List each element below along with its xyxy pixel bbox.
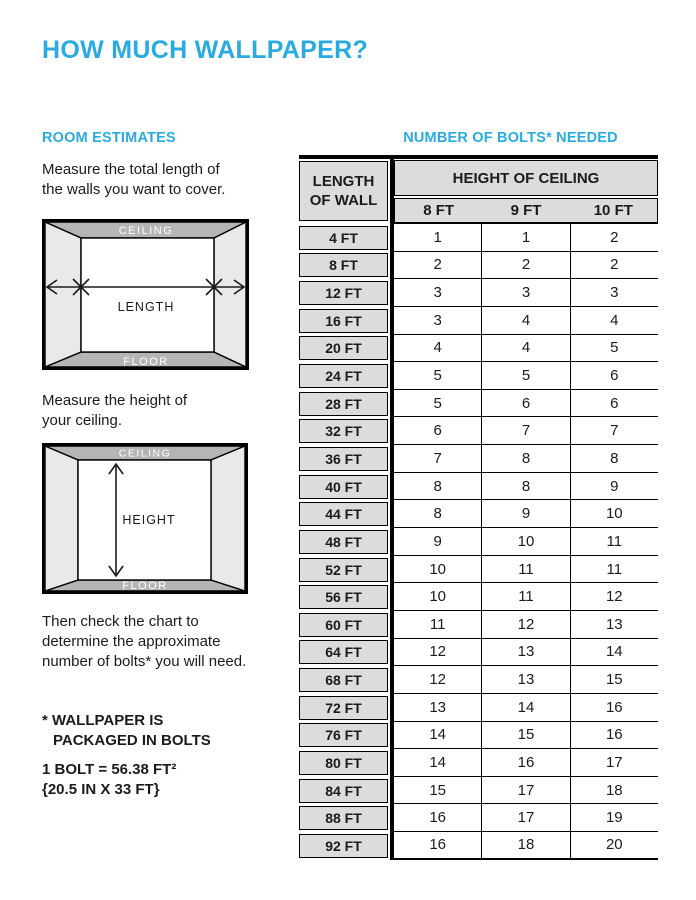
- bolt-count-cell: 15: [605, 671, 623, 689]
- step3-line2: determine the approximate: [42, 633, 221, 650]
- wall-length-row-slot: [299, 804, 388, 832]
- step2-line2: your ceiling.: [42, 412, 123, 429]
- table-row: [394, 556, 658, 584]
- table-row: [394, 611, 658, 639]
- wall-length-row-slot: [299, 335, 388, 363]
- wall-length-cell: 76 FT: [299, 723, 388, 747]
- bolt-count-cell: 11: [482, 583, 570, 610]
- room-length-diagram: [42, 219, 249, 370]
- wall-length-cell: 88 FT: [299, 806, 388, 830]
- bolt-count-cell: 5: [482, 362, 570, 389]
- bolt-count-cell: 6: [610, 394, 619, 412]
- wall-length-row-slot: [299, 390, 388, 418]
- bolt-count-cell: 17: [605, 753, 623, 771]
- bolt-count-cell: 8: [482, 473, 570, 500]
- table-row: [394, 390, 658, 418]
- bolts-table-body: [299, 159, 658, 860]
- wallpaper-bolts-footnote: [42, 711, 211, 751]
- wall-length-cell: 24 FT: [299, 364, 388, 388]
- bolt-count-cell: 4: [482, 307, 570, 334]
- table-row: [394, 804, 658, 832]
- bolt-count-cell: 3: [610, 284, 619, 302]
- bolt-count-cell: 16: [605, 698, 623, 716]
- bolt-count-cell: 4: [610, 311, 619, 329]
- wall-length-column: [299, 159, 388, 860]
- bolt-size-line1: 1 BOLT = 56.38 FT²: [42, 761, 177, 778]
- step1-line2: the walls you want to cover.: [42, 181, 226, 198]
- wall-length-header-line2: OF WALL: [309, 192, 378, 209]
- bolt-count-cell: 16: [394, 832, 482, 858]
- wall-length-row-slot: [299, 611, 388, 639]
- table-row: [394, 500, 658, 528]
- table-row: [394, 252, 658, 280]
- ceiling-label: CEILING: [118, 447, 172, 460]
- bolt-count-cell: 13: [605, 615, 623, 633]
- step2-line1: Measure the height of: [42, 392, 188, 409]
- wall-length-row-slot: [299, 777, 388, 805]
- bolt-count-cell: 4: [394, 335, 482, 362]
- wall-length-row-slot: [299, 224, 388, 252]
- bolt-count-cell: 7: [482, 417, 570, 444]
- wall-length-cell: 48 FT: [299, 530, 388, 554]
- wall-length-header-slot: [299, 159, 388, 224]
- table-row: [394, 639, 658, 667]
- bolt-count-cell: 14: [605, 643, 623, 661]
- bolts-needed-heading: NUMBER OF BOLTS* NEEDED: [403, 130, 618, 146]
- wall-length-row-slot: [299, 362, 388, 390]
- bolt-count-cell: 13: [482, 666, 570, 693]
- wall-length-header-line1: LENGTH: [312, 173, 375, 190]
- bolt-count-cell: 10: [605, 505, 623, 523]
- height-label: HEIGHT: [122, 513, 176, 527]
- bolt-count-cell: 11: [482, 556, 570, 583]
- wall-length-row-slot: [299, 445, 388, 473]
- floor-label: FLOOR: [122, 580, 168, 592]
- table-row: [394, 362, 658, 390]
- bolt-count-cell: 7: [394, 445, 482, 472]
- wall-length-cell: 52 FT: [299, 558, 388, 582]
- ceiling-height-columns: [394, 159, 658, 860]
- back-wall-panel: [81, 238, 214, 352]
- right-wall-panel: [211, 446, 245, 591]
- step3-line3: number of bolts* you will need.: [42, 653, 247, 670]
- wall-length-row-slot: [299, 279, 388, 307]
- bolt-count-cell: 5: [394, 362, 482, 389]
- bolt-count-cell: 6: [610, 367, 619, 385]
- bolt-count-cell: 8: [610, 449, 619, 467]
- bolt-count-cell: 3: [394, 279, 482, 306]
- bolt-count-cell: 20: [605, 836, 623, 854]
- wall-length-row-slot: [299, 252, 388, 280]
- bolt-count-cell: 1: [394, 224, 482, 251]
- bolt-count-cell: 14: [394, 749, 482, 776]
- bolt-count-cell: 1: [482, 224, 570, 251]
- length-label: LENGTH: [117, 300, 175, 314]
- page-title: HOW MUCH WALLPAPER?: [42, 36, 369, 64]
- step3-instruction: [42, 612, 246, 672]
- bolt-count-cell: 10: [394, 583, 482, 610]
- table-row: [394, 417, 658, 445]
- table-row: [394, 722, 658, 750]
- bolt-count-cell: 11: [606, 532, 623, 550]
- wall-length-row-slot: [299, 473, 388, 501]
- wall-length-cell: 68 FT: [299, 668, 388, 692]
- bolt-count-cell: 18: [482, 832, 570, 858]
- bolt-count-cell: 13: [394, 694, 482, 721]
- bolt-count-cell: 12: [482, 611, 570, 638]
- bolt-count-cell: 9: [482, 500, 570, 527]
- bolt-count-cell: 3: [482, 279, 570, 306]
- wall-length-row-slot: [299, 722, 388, 750]
- table-row: [394, 307, 658, 335]
- step1-line1: Measure the total length of: [42, 161, 220, 178]
- left-wall-panel: [45, 446, 78, 591]
- ceiling-label: CEILING: [118, 225, 174, 237]
- step1-instruction: [42, 160, 225, 200]
- wall-length-row-slot: [299, 832, 388, 860]
- table-row: [394, 279, 658, 307]
- bolt-count-cell: 8: [394, 500, 482, 527]
- table-row: [394, 832, 658, 860]
- bolt-count-cell: 15: [482, 722, 570, 749]
- bolt-count-cell: 13: [482, 639, 570, 666]
- step3-line1: Then check the chart to: [42, 613, 199, 630]
- bolt-count-cell: 5: [610, 339, 619, 357]
- bolt-count-cell: 10: [482, 528, 570, 555]
- wall-length-cell: 64 FT: [299, 640, 388, 664]
- bolt-count-cell: 12: [394, 639, 482, 666]
- wall-length-cell: 44 FT: [299, 502, 388, 526]
- bolt-count-cell: 17: [482, 804, 570, 831]
- bolt-count-cell: 2: [610, 228, 619, 246]
- room-estimates-heading: ROOM ESTIMATES: [42, 130, 176, 146]
- footnote-line2: PACKAGED IN BOLTS: [53, 732, 211, 749]
- wall-length-cell: 84 FT: [299, 779, 388, 803]
- wall-length-cell: 36 FT: [299, 447, 388, 471]
- wall-length-cell: 56 FT: [299, 585, 388, 609]
- bolt-count-cell: 8: [394, 473, 482, 500]
- bolt-count-cell: 10: [394, 556, 482, 583]
- wall-length-cell: 80 FT: [299, 751, 388, 775]
- bolt-count-cell: 16: [394, 804, 482, 831]
- table-row: [394, 528, 658, 556]
- floor-label: FLOOR: [123, 356, 169, 368]
- wall-length-row-slot: [299, 583, 388, 611]
- wall-length-row-slot: [299, 666, 388, 694]
- column-header-9ft: 9 FT: [510, 202, 542, 219]
- wall-length-cell: 4 FT: [299, 226, 388, 250]
- bolt-count-cell: 14: [482, 694, 570, 721]
- wall-length-cell: 12 FT: [299, 281, 388, 305]
- wall-length-cell: 92 FT: [299, 834, 388, 858]
- bolt-count-cell: 9: [394, 528, 482, 555]
- table-row: [394, 777, 658, 805]
- ceiling-height-group-header: HEIGHT OF CEILING: [394, 160, 658, 196]
- wall-length-cell: 32 FT: [299, 419, 388, 443]
- bolt-size-note: [42, 760, 176, 800]
- bolt-count-cell: 5: [394, 390, 482, 417]
- bolt-count-cell: 4: [482, 335, 570, 362]
- table-row: [394, 749, 658, 777]
- wall-length-cell: 20 FT: [299, 336, 388, 360]
- column-header-8ft: 8 FT: [423, 202, 455, 219]
- bolt-count-cell: 14: [394, 722, 482, 749]
- wall-length-cell: 16 FT: [299, 309, 388, 333]
- bolt-count-cell: 7: [610, 422, 619, 440]
- bolt-count-cell: 3: [394, 307, 482, 334]
- wall-length-row-slot: [299, 307, 388, 335]
- bolt-count-cell: 8: [482, 445, 570, 472]
- bolt-count-cell: 16: [482, 749, 570, 776]
- bolt-count-cell: 6: [482, 390, 570, 417]
- wall-length-row-slot: [299, 528, 388, 556]
- table-row: [394, 224, 658, 252]
- wall-length-header: [299, 161, 388, 221]
- bolt-count-cell: 15: [394, 777, 482, 804]
- column-header-10ft: 10 FT: [593, 202, 633, 219]
- wall-length-row-slot: [299, 694, 388, 722]
- table-row: [394, 583, 658, 611]
- bolt-count-cell: 12: [394, 666, 482, 693]
- footnote-line1: * WALLPAPER IS: [42, 712, 164, 729]
- bolt-count-cell: 11: [394, 611, 482, 638]
- bolt-count-cell: 11: [606, 560, 623, 578]
- bolt-count-cell: 2: [394, 252, 482, 279]
- bolt-count-cell: 18: [605, 781, 623, 799]
- wall-length-cell: 40 FT: [299, 475, 388, 499]
- table-row: [394, 666, 658, 694]
- left-wall-panel: [45, 222, 81, 367]
- wall-length-row-slot: [299, 639, 388, 667]
- bolt-count-cell: 16: [605, 726, 623, 744]
- table-row: [394, 694, 658, 722]
- right-wall-panel: [214, 222, 246, 367]
- table-row: [394, 473, 658, 501]
- wall-length-cell: 60 FT: [299, 613, 388, 637]
- bolt-count-cell: 17: [482, 777, 570, 804]
- wall-length-cell: 28 FT: [299, 392, 388, 416]
- ceiling-height-subheader: [394, 198, 658, 224]
- table-row: [394, 445, 658, 473]
- wall-length-row-slot: [299, 556, 388, 584]
- wall-length-cell: 72 FT: [299, 696, 388, 720]
- bolts-table: [299, 155, 658, 860]
- step2-instruction: [42, 391, 187, 431]
- bolt-count-cell: 12: [605, 588, 623, 606]
- bolt-count-cell: 6: [394, 417, 482, 444]
- table-row: [394, 335, 658, 363]
- bolt-count-cell: 2: [610, 256, 619, 274]
- wall-length-cell: 8 FT: [299, 253, 388, 277]
- wall-length-row-slot: [299, 500, 388, 528]
- bolt-size-line2: {20.5 IN X 33 FT}: [42, 781, 160, 798]
- bolt-count-cell: 2: [482, 252, 570, 279]
- bolt-count-cell: 19: [605, 809, 623, 827]
- bolt-count-cell: 9: [610, 477, 619, 495]
- wall-length-row-slot: [299, 749, 388, 777]
- wall-length-row-slot: [299, 417, 388, 445]
- room-height-diagram: [42, 443, 248, 594]
